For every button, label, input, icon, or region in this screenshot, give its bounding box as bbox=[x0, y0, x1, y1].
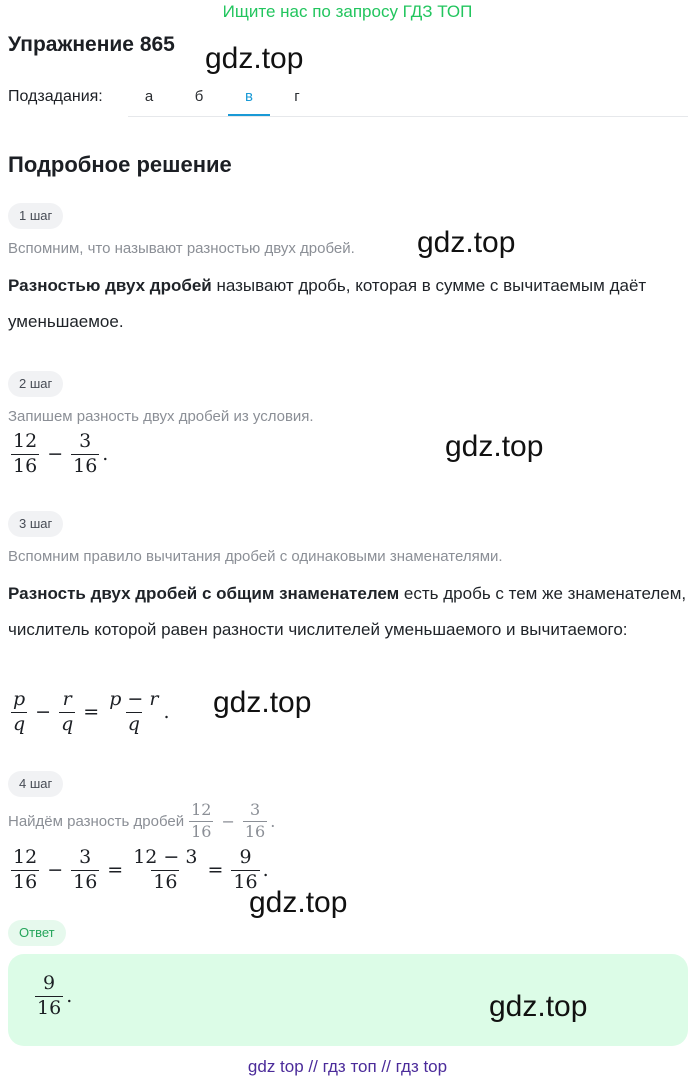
tab-g[interactable]: г bbox=[294, 88, 300, 105]
rule-term: Разность двух дробей с общим знаменателем bbox=[8, 584, 400, 603]
numerator: 9 bbox=[43, 972, 56, 994]
tab-v[interactable]: в bbox=[245, 88, 253, 105]
numerator: 9 bbox=[239, 846, 252, 868]
denominator: 16 bbox=[37, 996, 62, 1019]
denominator: q bbox=[61, 712, 74, 735]
watermark: gdz.top bbox=[205, 42, 304, 75]
numerator: 12 bbox=[13, 430, 38, 452]
definition-text bbox=[8, 268, 688, 340]
fraction bbox=[131, 848, 199, 893]
equals-sign: = bbox=[207, 859, 224, 882]
numerator: p bbox=[13, 688, 26, 710]
subtask-tabs bbox=[128, 74, 688, 117]
step-badge: 2 шаг bbox=[8, 371, 63, 397]
watermark: gdz.top bbox=[445, 430, 544, 463]
watermark: gdz.top bbox=[489, 990, 588, 1023]
period: . bbox=[262, 859, 269, 882]
equals-sign: = bbox=[83, 701, 100, 724]
step-badge: 4 шаг bbox=[8, 771, 63, 797]
denominator: 16 bbox=[244, 821, 266, 841]
fraction bbox=[189, 802, 213, 841]
denominator: 16 bbox=[233, 870, 258, 893]
numerator: 3 bbox=[79, 846, 92, 868]
denominator: 16 bbox=[153, 870, 178, 893]
fraction bbox=[11, 690, 27, 735]
minus-sign: − bbox=[47, 859, 64, 882]
minus-sign: − bbox=[47, 443, 64, 466]
period: . bbox=[270, 811, 276, 831]
inline-expression bbox=[186, 802, 275, 841]
fraction bbox=[35, 974, 63, 1019]
step-badge: 1 шаг bbox=[8, 203, 63, 229]
step-badge: 3 шаг bbox=[8, 511, 63, 537]
rule-body: есть дробь с тем же знаменателем, числитель которой равен разности числителей уменьшаемого и вычитаемого: bbox=[8, 584, 687, 639]
page-title: Упражнение 865 bbox=[8, 33, 175, 56]
step-hint: Запишем разность двух дробей из условия. bbox=[8, 408, 314, 425]
denominator: 16 bbox=[73, 454, 98, 477]
numerator: 3 bbox=[249, 800, 261, 819]
active-tab-indicator bbox=[228, 114, 270, 116]
numerator: 3 bbox=[79, 430, 92, 452]
fraction bbox=[71, 848, 99, 893]
numerator: 12 bbox=[13, 846, 38, 868]
period: . bbox=[163, 701, 170, 724]
fraction bbox=[71, 432, 99, 477]
denominator: q bbox=[13, 712, 26, 735]
denominator: q bbox=[127, 712, 140, 735]
watermark: gdz.top bbox=[249, 886, 348, 919]
numerator: p − r bbox=[109, 688, 159, 710]
watermark: gdz.top bbox=[213, 686, 312, 719]
numerator: 12 bbox=[191, 800, 212, 819]
minus-sign: − bbox=[35, 701, 52, 724]
calculation bbox=[8, 848, 269, 893]
numerator: 12 − 3 bbox=[133, 846, 198, 868]
answer-value bbox=[32, 974, 72, 1019]
step-hint: Вспомним, что называют разностью двух дробей. bbox=[8, 240, 355, 257]
denominator: 16 bbox=[73, 870, 98, 893]
fraction bbox=[11, 848, 39, 893]
footer-links[interactable]: gdz top // гдз топ // гдз top bbox=[247, 1057, 448, 1076]
expression bbox=[8, 432, 108, 477]
tab-b[interactable]: б bbox=[194, 88, 204, 105]
fraction bbox=[107, 690, 160, 735]
period: . bbox=[66, 985, 73, 1008]
section-title: Подробное решение bbox=[8, 152, 232, 177]
definition-body: называют дробь, которая в сумме с вычитаемым даёт уменьшаемое. bbox=[8, 276, 647, 331]
answer-badge: Ответ bbox=[8, 920, 66, 946]
step-hint: Вспомним правило вычитания дробей с одинаковыми знаменателями. bbox=[8, 548, 503, 565]
fraction bbox=[59, 690, 75, 735]
definition-term: Разностью двух дробей bbox=[8, 276, 212, 295]
denominator: 16 bbox=[13, 454, 38, 477]
watermark: gdz.top bbox=[417, 226, 516, 259]
promo-banner[interactable]: Ищите нас по запросу ГДЗ ТОП bbox=[222, 2, 473, 21]
equals-sign: = bbox=[107, 859, 124, 882]
tab-a[interactable]: а bbox=[144, 88, 154, 105]
denominator: 16 bbox=[191, 821, 212, 841]
rule-text bbox=[8, 576, 688, 648]
period: . bbox=[102, 443, 109, 466]
denominator: 16 bbox=[13, 870, 38, 893]
subtasks-label: Подзадания: bbox=[8, 88, 103, 105]
numerator: r bbox=[62, 688, 72, 710]
step-hint: Найдём разность дробей bbox=[8, 812, 185, 830]
minus-sign: − bbox=[221, 811, 235, 831]
step-hint-line bbox=[8, 802, 275, 841]
fraction bbox=[243, 802, 267, 841]
general-formula bbox=[8, 690, 169, 735]
fraction bbox=[11, 432, 39, 477]
